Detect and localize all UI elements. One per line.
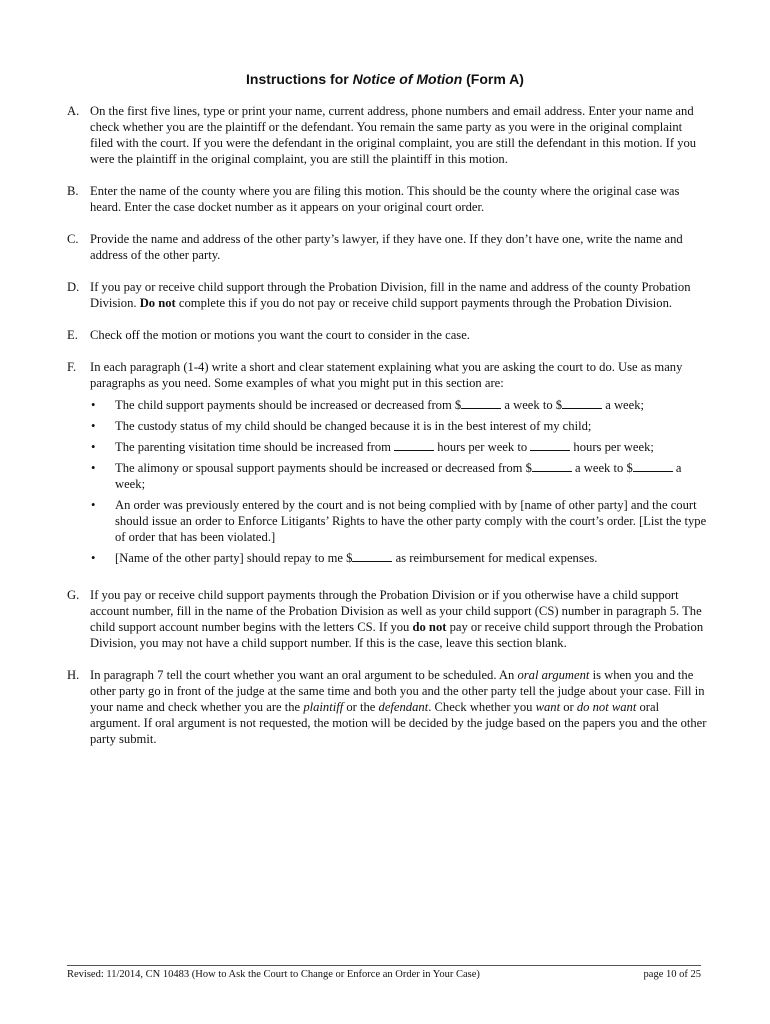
- bullet-text: [115, 550, 597, 566]
- blank-line: [352, 550, 392, 562]
- item-text-part: oral argument. If oral argument is not requested, the motion will be decided by the judge based on the papers you and the other party submit.: [90, 700, 707, 746]
- instructions-list: [67, 103, 707, 763]
- bullet-icon: •: [91, 551, 96, 565]
- bullet-text-part: hours per week;: [570, 440, 654, 454]
- bullet-text-part: [Name of the other party] should repay to me $: [115, 551, 353, 565]
- item-text-part: is when you and the other party go in front of the judge at the same time and both you and the other party tell the judge about your case. Fill in your name and check whether you are the: [90, 668, 705, 714]
- example-bullet-list: [90, 397, 707, 566]
- bullet-text-part: a week;: [115, 461, 682, 491]
- instruction-item-f: [67, 359, 707, 571]
- instruction-item-d: [67, 279, 707, 311]
- item-letter: E.: [67, 328, 78, 342]
- bullet-text-part: a week to $: [501, 398, 563, 412]
- item-text: [90, 279, 707, 311]
- bullet-text: An order was previously entered by the court and is not being complied with by [name of other party] and the court should issue an order to Enforce Litigants’ Rights to have the other party comply with the court’s order. [List the type of order that has been violated.]: [115, 498, 707, 544]
- bullet-text-part: The child support payments should be increased or decreased from $: [115, 398, 462, 412]
- instruction-item-e: [67, 327, 707, 343]
- bullet-item: [90, 418, 707, 434]
- bullet-text-part: The alimony or spousal support payments should be increased or decreased from $: [115, 461, 532, 475]
- item-text-part: If you pay or receive child support through the Probation Division, fill in the name and address of the county Probation Division.: [90, 280, 691, 310]
- item-text-italic: do not want: [576, 700, 637, 714]
- bullet-text: The custody status of my child should be changed because it is in the best interest of my child;: [115, 419, 592, 433]
- instruction-item-h: [67, 667, 707, 747]
- bullet-text-part: as reimbursement for medical expenses.: [392, 551, 598, 565]
- blank-line: [532, 460, 572, 472]
- title-prefix: Instructions for: [246, 71, 353, 87]
- bullet-text: [115, 460, 707, 492]
- item-text-part: In paragraph 7 tell the court whether you want an oral argument to be scheduled. An: [90, 668, 518, 682]
- item-text-part: or the: [343, 700, 379, 714]
- item-text-bold: do not: [412, 620, 447, 634]
- item-text-part: complete this if you do not pay or receive child support payments through the Probation Division.: [175, 296, 673, 310]
- bullet-item: [90, 550, 707, 566]
- item-body: [90, 359, 707, 571]
- item-text: In each paragraph (1-4) write a short and clear statement explaining what you are asking the court to do. Use as many paragraphs as you need. Some examples of what you might put in this section are:: [90, 360, 683, 390]
- item-text-part: . Check whether you: [428, 700, 536, 714]
- item-text: [90, 587, 707, 651]
- bullet-item: [90, 439, 707, 455]
- item-letter: C.: [67, 232, 79, 246]
- item-text: On the first five lines, type or print your name, current address, phone numbers and email address. Enter your name and check whether you are the plaintiff or the defendant. You remain the same party as you were in the original complaint filed with the court. If you were the defendant in the original complaint, you are still the defendant in this motion. If you were the plaintiff in the original complaint, you are still the plaintiff in this motion.: [90, 104, 697, 166]
- bullet-text-part: a week;: [602, 398, 645, 412]
- page-title: [0, 70, 770, 88]
- bullet-item: [90, 497, 707, 545]
- bullet-icon: •: [91, 398, 96, 412]
- bullet-item: [90, 397, 707, 413]
- item-text: Provide the name and address of the other party’s lawyer, if they have one. If they don’t have one, write the name and address of the other party.: [90, 232, 683, 262]
- bullet-icon: •: [91, 419, 96, 433]
- bullet-text-part: hours per week to: [434, 440, 531, 454]
- item-text: Enter the name of the county where you are filing this motion. This should be the county where the original case was heard. Enter the case docket number as it appears on your original court order.: [90, 184, 680, 214]
- bullet-icon: •: [91, 498, 96, 512]
- item-text-bold: Do not: [139, 296, 176, 310]
- bullet-text-part: a week to $: [571, 461, 633, 475]
- blank-line: [530, 439, 570, 451]
- bullet-icon: •: [91, 440, 96, 454]
- item-text: Check off the motion or motions you want the court to consider in the case.: [90, 328, 470, 342]
- item-letter: F.: [67, 360, 77, 374]
- item-text-part: If you pay or receive child support payments through the Probation Division or if you otherwise have a child support account number, fill in the name of the Probation Division as well as your child support (CS) number in paragraph 5. The child support account number begins with the letters CS. If you: [90, 588, 702, 634]
- blank-line: [461, 397, 501, 409]
- instruction-item-g: [67, 587, 707, 651]
- footer-page-number: page 10 of 25: [643, 969, 701, 980]
- item-text-italic: plaintiff: [303, 700, 344, 714]
- instruction-item-b: [67, 183, 707, 215]
- item-letter: A.: [67, 104, 80, 118]
- item-letter: D.: [67, 280, 80, 294]
- blank-line: [394, 439, 434, 451]
- item-letter: G.: [67, 588, 80, 602]
- item-text: [90, 667, 707, 747]
- bullet-item: [90, 460, 707, 492]
- item-letter: B.: [67, 184, 79, 198]
- bullet-text-part: The parenting visitation time should be increased from: [115, 440, 395, 454]
- bullet-text: [115, 439, 654, 455]
- page-footer: [67, 965, 701, 981]
- instruction-item-a: [67, 103, 707, 167]
- item-text-italic: defendant: [378, 700, 429, 714]
- item-text-italic: want: [535, 700, 561, 714]
- item-text-italic: oral argument: [517, 668, 590, 682]
- bullet-icon: •: [91, 461, 96, 475]
- blank-line: [633, 460, 673, 472]
- item-letter: H.: [67, 668, 80, 682]
- footer-revision: Revised: 11/2014, CN 10483 (How to Ask the Court to Change or Enforce an Order in Your Case): [67, 969, 480, 980]
- item-text-part: pay or receive child support through the Probation Division, you may not have a child support number. If this is the case, leave this section blank.: [90, 620, 704, 650]
- instruction-item-c: [67, 231, 707, 263]
- bullet-text: [115, 397, 644, 413]
- blank-line: [562, 397, 602, 409]
- title-emphasis: Notice of Motion: [352, 71, 463, 87]
- item-text-part: or: [560, 700, 577, 714]
- title-suffix: (Form A): [462, 71, 524, 87]
